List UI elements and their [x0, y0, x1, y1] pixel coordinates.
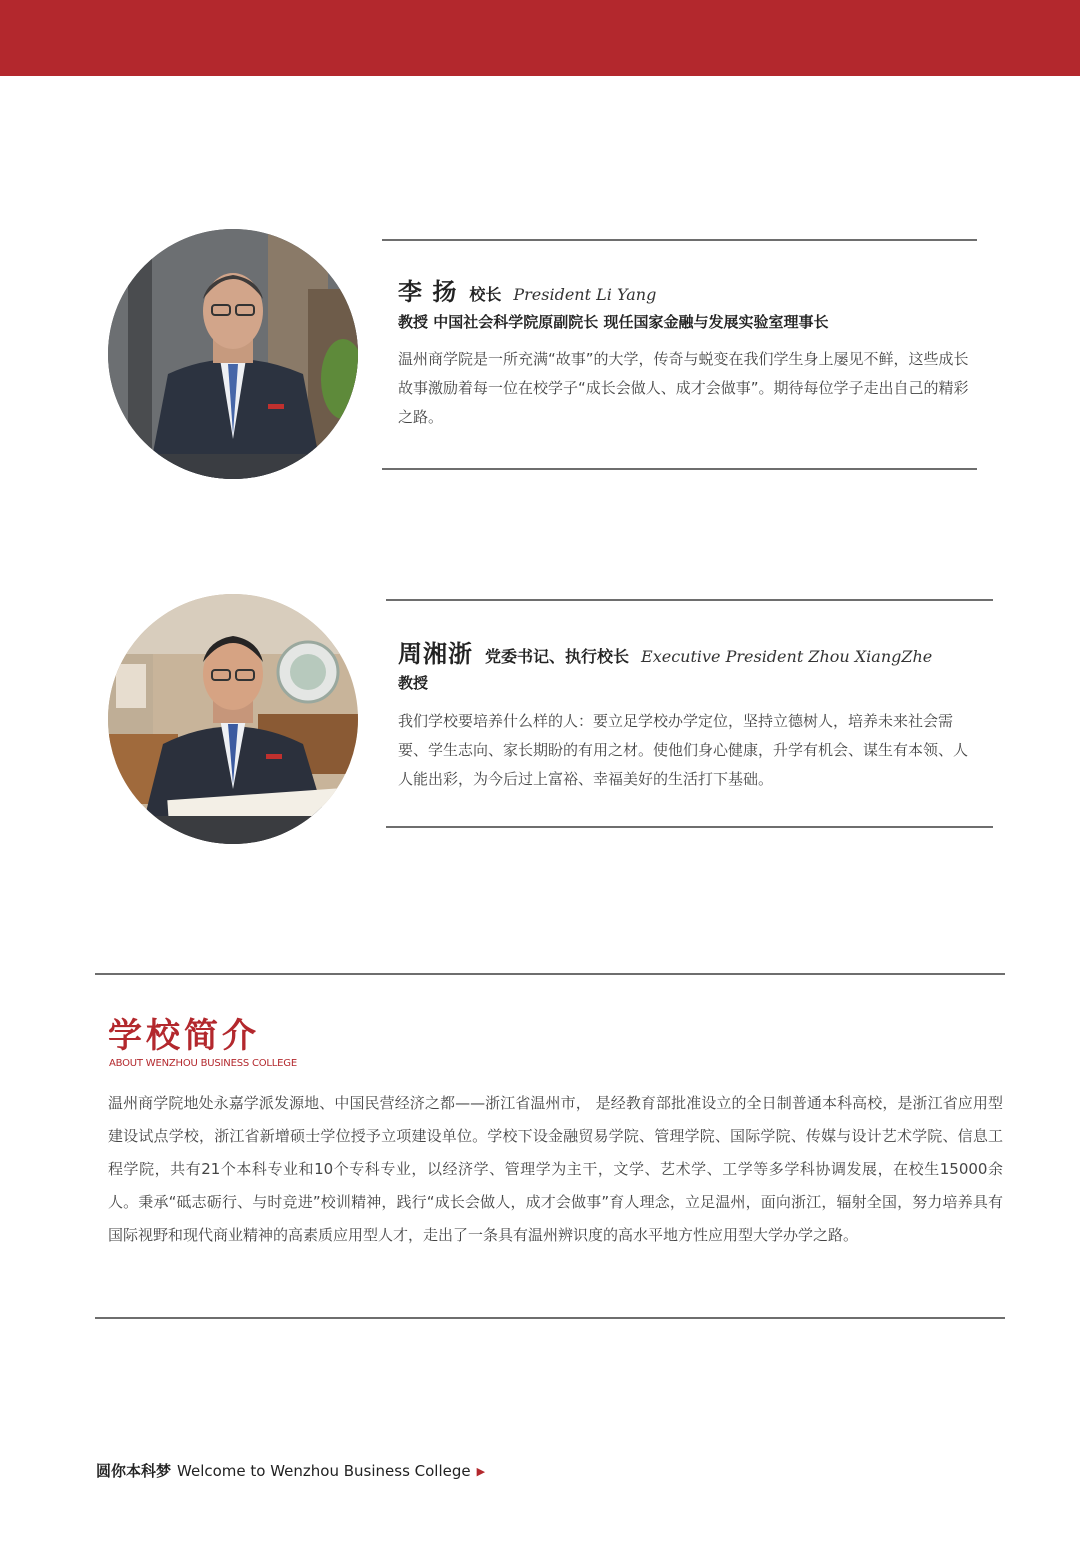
school-introduction: 温州商学院地处永嘉学派发源地、中国民营经济之都——浙江省温州市， 是经教育部批准设立的全日制普通本科高校，是浙江省应用型建设试点学校，浙江省新增硕士学位授予立项建设单位。学校下设金融贸易学院、管理学院、国际学院、传媒与设计艺术学院、信息工程学院，共有21个本科专业和10个专科专业，以经济学、管理学为主干，文学、艺术学、工学等多学科协调发展，在校生15000余人。秉承“砥志砺行、与时竞进”校训精神，践行“成长会做人，成才会做事”育人理念，立足温州，面向浙江，辐射全国，努力培养具有国际视野和现代商业精神的高素质应用型人才，走出了一条具有温州辨识度的高水平地方性应用型大学办学之路。: [108, 1094, 1003, 1244]
leader-english-name: President Li Yang: [513, 285, 657, 304]
footer-welcome: Welcome to Wenzhou Business College: [177, 1462, 471, 1480]
leader-quote: 我们学校要培养什么样的人：要立足学校办学定位，坚持立德树人，培养未来社会需要、学生志向、家长期盼的有用之材。使他们身心健康，升学有机会、谋生有本领、人人能出彩，为今后过上富裕、幸福美好的生活打下基础。: [398, 712, 969, 788]
divider: [386, 599, 993, 601]
leader-name: 周湘浙: [398, 640, 473, 668]
top-banner: [0, 0, 1080, 76]
divider: [382, 239, 977, 241]
leader-quote: 温州商学院是一所充满“故事”的大学，传奇与蜕变在我们学生身上屡见不鲜，这些成长故事激励着每一位在校学子“成长会做人、成才会做事”。期待每位学子走出自己的精彩之路。: [398, 350, 969, 426]
footer: [96, 1460, 485, 1481]
play-arrow-icon: ▶: [476, 1465, 486, 1478]
section-divider-top: [95, 973, 1005, 975]
section-subtitle: ABOUT WENZHOU BUSINESS COLLEGE: [109, 1058, 297, 1069]
leader-role: 党委书记、执行校长: [485, 647, 630, 666]
leader-english-name: Executive President Zhou XiangZhe: [641, 647, 933, 666]
leader-title: 教授: [398, 674, 429, 692]
divider: [386, 826, 993, 828]
section-divider-bottom: [95, 1317, 1005, 1319]
divider: [382, 468, 977, 470]
executive-president-portrait: [108, 594, 358, 844]
president-portrait: [108, 229, 358, 479]
leader-title: 教授 中国社会科学院原副院长 现任国家金融与发展实验室理事长: [398, 313, 829, 331]
section-title: 学校简介: [108, 1016, 260, 1056]
leader-name-row: [398, 634, 932, 669]
leader-role: 校长: [469, 285, 502, 304]
footer-slogan: 圆你本科梦: [96, 1462, 172, 1480]
leader-name: 李 扬: [398, 278, 458, 306]
leader-name-row: [398, 272, 656, 307]
